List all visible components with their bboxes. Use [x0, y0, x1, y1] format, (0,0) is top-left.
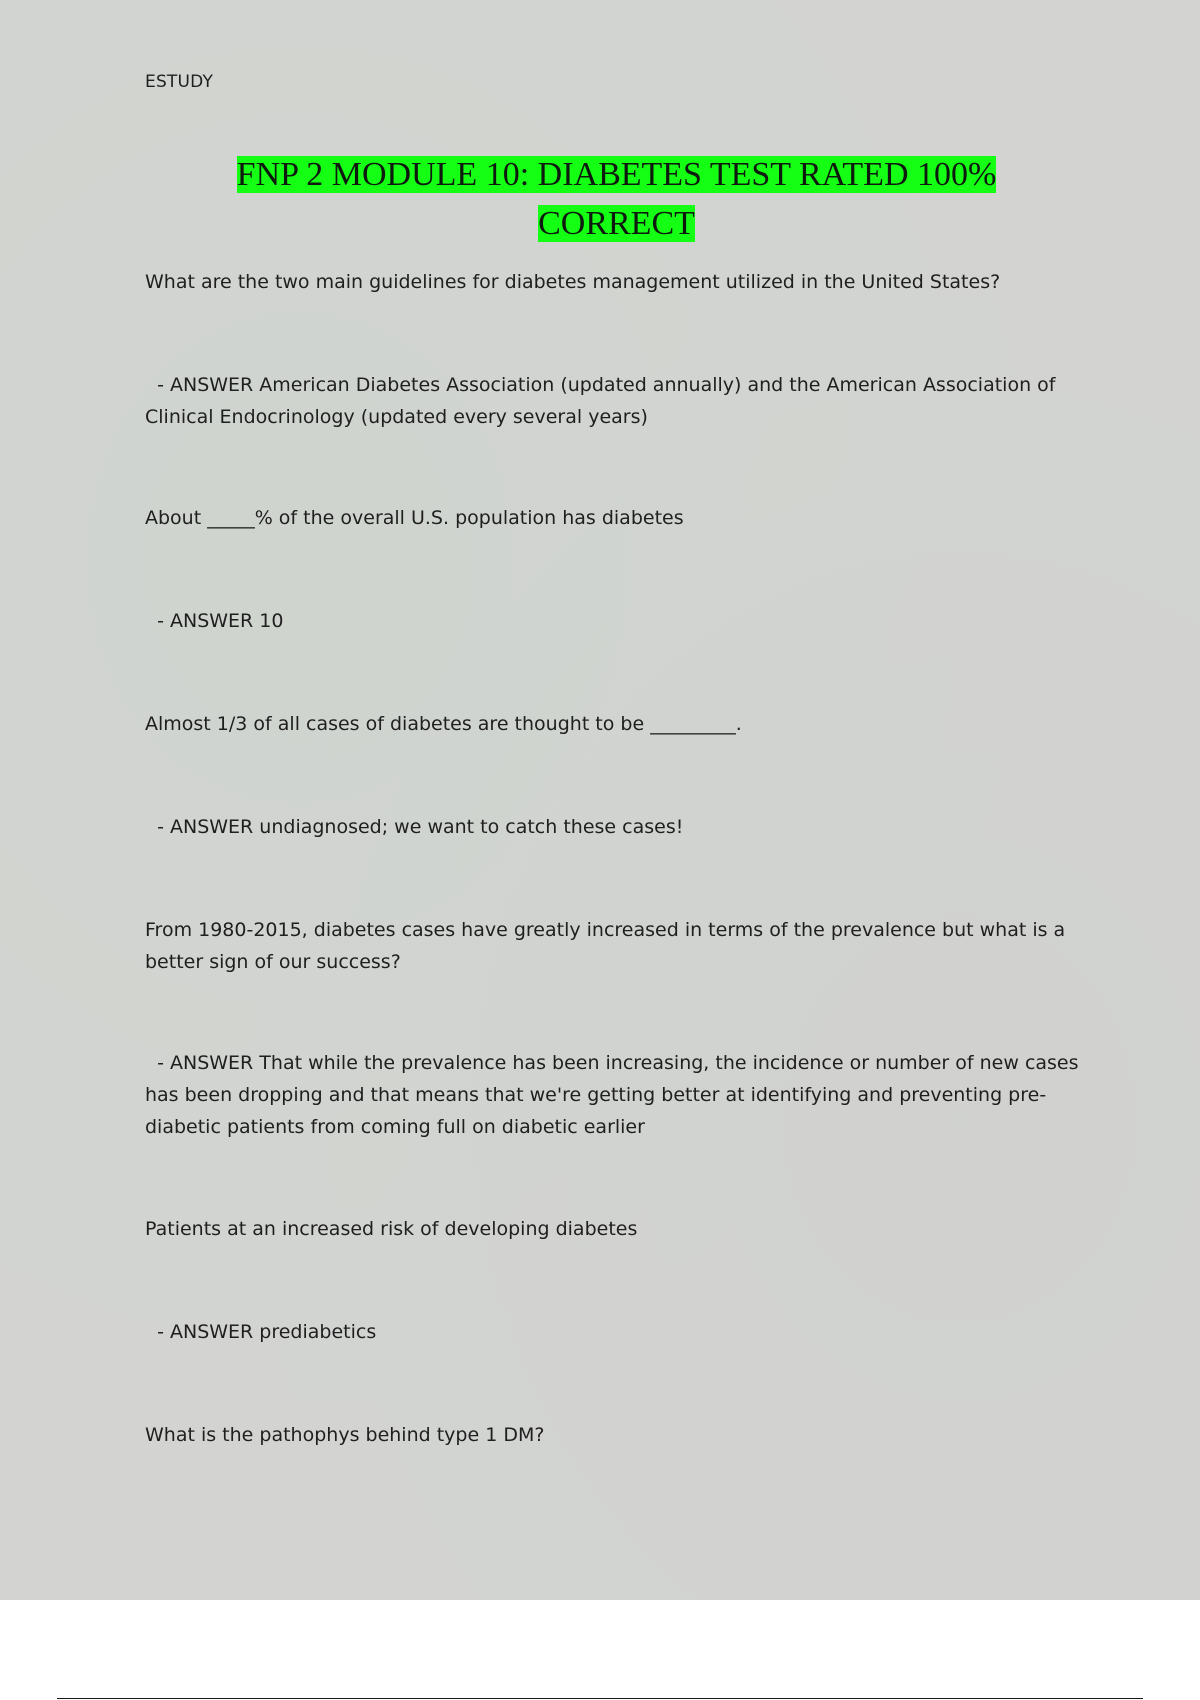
answer-4: - ANSWER That while the prevalence has been increasing, the incidence or number of new cases has been dropping and that means that we're getting better at identifying and preventing pre-diabetic patients from coming full on diabetic earlier: [145, 1052, 1085, 1138]
question-4: From 1980-2015, diabetes cases have greatly increased in terms of the prevalence but what is a better sign of our success?: [145, 919, 1066, 973]
question-3: Almost 1/3 of all cases of diabetes are thought to be _________.: [145, 713, 742, 735]
answer-5: - ANSWER prediabetics: [145, 1321, 377, 1343]
answer-1: - ANSWER American Diabetes Association (updated annually) and the American Association of Clinical Endocrinology (updated every several years): [145, 374, 1062, 428]
answer-3: - ANSWER undiagnosed; we want to catch these cases!: [145, 816, 684, 838]
page-header-label: ESTUDY: [145, 72, 214, 92]
footer-divider: [57, 1698, 1143, 1699]
title-line-1: FNP 2 MODULE 10: DIABETES TEST RATED 100%: [236, 156, 997, 193]
answer-2: - ANSWER 10: [145, 610, 284, 632]
question-2: About _____% of the overall U.S. population has diabetes: [145, 507, 684, 529]
question-1: What are the two main guidelines for diabetes management utilized in the United States?: [145, 271, 1001, 293]
question-5: Patients at an increased risk of developing diabetes: [145, 1218, 638, 1240]
document-title: [145, 150, 1088, 248]
question-6: What is the pathophys behind type 1 DM?: [145, 1424, 545, 1446]
title-line-2: CORRECT: [538, 205, 695, 242]
